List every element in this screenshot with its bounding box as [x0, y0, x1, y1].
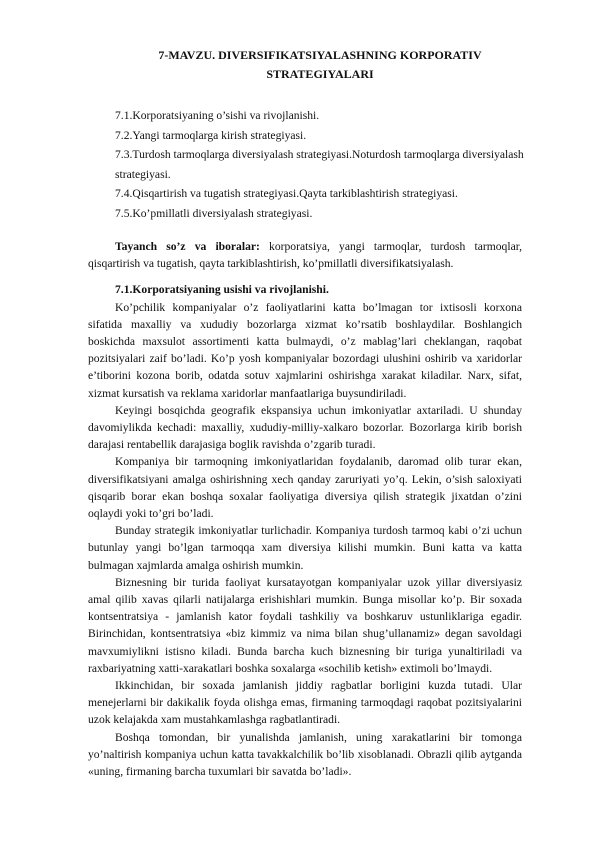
body-paragraph: Keyingi bosqichda geografik ekspansiya uchun imkoniyatlar axtariladi. U shunday davomiylikda kechadi: maxalliy, xududiy-milliy-xalkaro bozorlar. Bozorlarga kirib borish darajasi rentabellik darajasiga boglik ravishda o’zgarib turadi.	[88, 403, 522, 452]
body-paragraph: Ikkinchidan, bir soxada jamlanish jiddiy ragbatlar borligini kuzda tutadi. Ular menejerlarni bir dakikalik foyda olishga emas, firmaning tarmoqdagi raqobat pozitsiyalarini uzok kelajakda xam mustahkamlashga ragbatlantiradi.	[88, 679, 522, 727]
body-paragraph: Kompaniya bir tarmoqning imkoniyatlaridan foydalanib, daromad olib turar ekan, diversifikatsiyani amalga oshirishning xech qanday zaruriyati yo’q. Lekin, o’sish saloxiyati qisqarib borar ekan boshqa soxalar faoliyatiga diversiya qilish strategik jixatdan o’zini oqlaydi yoki to’gri bo’ladi.	[88, 455, 522, 521]
title-line-1: 7-MAVZU. DIVERSIFIKATSIYALASHNING KORPORATIV	[158, 48, 482, 62]
body-paragraph: Biznesning bir turida faoliyat kursatayotgan kompaniyalar uzok yillar diversiyasiz amal qilib xavas qilarli natijalarga erishishlari mumkin. Bunga misollar ko’p. Bir soxada kontsentratsiya - jamlanish kator foydali tashkiliy va boshkaruv ustunliklariga egadir. Birinchidan, kontsentratsiya «biz kimmiz va nima bilan shug’ullanamiz» degan savoldagi mavxumiylikni istisno kiladi. Bunda barcha kuch biznesning bir turiga yunaltiriladi va raxbariyatning xatti-xarakatlari boshka soxalarga «sochilib ketish» extimoli bo’lmaydi.	[88, 575, 522, 675]
table-of-contents	[115, 106, 525, 223]
body-paragraph: Boshqa tomondan, bir yunalishda jamlanish, uning xarakatlarini bir tomonga yo’naltirish kompaniya uchun katta tavakkalchilik bo’lib xisoblanadi. Obrazli qilib aytganda «uning, firmaning barcha tuxumlari bir savatda bo’ladi».	[88, 730, 522, 779]
toc-item: 7.3.Turdosh tarmoqlarga diversiyalash strategiyasi.Noturdosh tarmoqlarga diversiyalash strategiyasi.	[115, 148, 524, 181]
toc-item: 7.4.Qisqartirish va tugatish strategiyasi.Qayta tarkiblashtirish strategiyasi.	[115, 187, 458, 200]
body-paragraph: Bunday strategik imkoniyatlar turlichadir. Kompaniya turdosh tarmoq kabi o’zi uchun butunlay yangi bo’lgan tarmoqqa xam diversiya kilishi mumkin. Buni katta va katta bulmagan xajmlarda amalga oshirish mumkin.	[88, 524, 522, 572]
toc-item: 7.1.Korporatsiyaning o’sishi va rivojlanishi.	[115, 109, 320, 122]
document-title	[60, 46, 580, 84]
keywords-paragraph	[88, 238, 522, 272]
section-heading: 7.1.Korporatsiyaning usishi va rivojlanishi.	[115, 283, 329, 297]
body-paragraph: Ko’pchilik kompaniyalar o’z faoliyatlarini katta bo’lmagan tor ixtisosli korxona sifatida maxalliy va xududiy bozorlarga xizmat ko’rsatib boshlaydilar. Boshlangich boskichda maxsulot assortimenti katta bulmaydi, o’z mablag’lari cheklangan, raqobat pozitsiyalari zaif bo’ladi. Ko’p yosh kompaniyalar bozordagi ulushini oshirib va xaridorlar e’tiborini kozona borib, odatda sotuv xajmlarini oshirishga xarakat kiladilar. Narx, sifat, xizmat kursatish va reklama xaridorlar manfaatlariga buysundiriladi.	[88, 300, 522, 400]
keywords-text: korporatsiya, yangi tarmoqlar, turdosh tarmoqlar, qisqartirish va tugatish, qayta tarkiblashtirish, ko’pmillatli diversifikatsiyalash.	[88, 240, 523, 271]
document-body	[88, 238, 522, 780]
title-line-2: STRATEGIYALARI	[266, 67, 374, 81]
toc-item: 7.5.Ko’pmillatli diversiyalash strategiyasi.	[115, 206, 313, 220]
keywords-label: Tayanch so’z va iboralar:	[115, 240, 260, 253]
toc-item: 7.2.Yangi tarmoqlarga kirish strategiyasi.	[115, 128, 307, 142]
